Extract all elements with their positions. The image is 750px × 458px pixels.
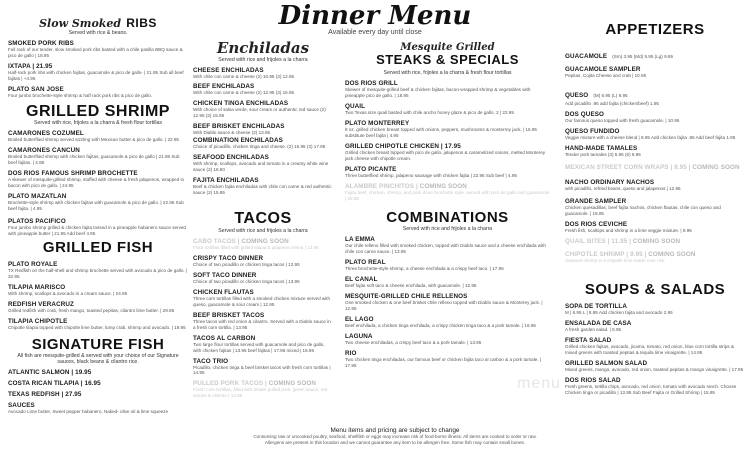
menu-item: QUESO (M) 6.95 (L) 8.95 Add picadillo .95 add fajita (chicken/beef) 1.95 <box>565 92 659 107</box>
menu-item: PLATO MONTERREY 8 oz. grilled chicken breast topped with onions, peppers, mushrooms & monterrey jack. | 16.95 substitute beef fajita | 4.95 <box>345 120 537 139</box>
coming-soon-badge: COMING SOON <box>632 238 681 246</box>
menu-item: COSTA RICAN TILAPIA | 16.95 <box>8 380 101 387</box>
section-title: APPETIZERS <box>605 21 705 38</box>
menu-item: ENSALADA DE CASA A fresh garden salad. | 5.95 <box>565 319 632 332</box>
menu-item: CRISPY TACO DINNER Choice of two picadillo or chicken tinga tacos | 12.95 <box>193 254 300 267</box>
footer-notice: Menu items and pricing are subject to change <box>330 427 460 434</box>
menu-item: GRANDE SAMPLER Chicken quesadillas, beef fajita nachos, chicken flautas, chile con queso and guacamole. | 19.95 <box>565 198 721 217</box>
section-subtitle: Served with rice, frijoles a la charra & fresh flour tortillas <box>33 120 162 127</box>
menu-item: REDFISH VERACRUZ Grilled redfish with crab, fresh mango, toasted pepitas, cilantro lime butter. | 29.95 <box>8 300 175 313</box>
menu-item: COMBINATION ENCHILADAS Choice of picadillo, chicken tinga and cheese. (2) 15.95 (3) 17.95 <box>193 137 326 150</box>
menu-item: PLATOS PACIFICO Four jumbo shrimp grilled & chicken fajita tossed in a pineapple habanero sauce served with pineapple butter | 21.95 Add beef 4.95 <box>8 218 186 237</box>
menu-item-coming-soon: MEXICAN STREET CORN WRAPS | 9.95 | COMING SOON <box>565 164 740 172</box>
section-title-block: RIBS <box>126 16 157 30</box>
menu-item: GRILLED CHIPOTLE CHICKEN | 17.95 Grilled chicken breast topped with pico de gallo, jalapenos & caramelized onions, melted Monterey jack cheese with chipotle cream. <box>345 143 546 162</box>
menu-item: RIO Two chicken tinga enchiladas, our famous beef or chicken fajita taco al carbon & a pork tamale. | 17.95 <box>345 350 542 369</box>
menu-item: BEEF ENCHILADAS With chile con carne & cheese (2) 12.95 (3) 15.95 <box>193 83 295 96</box>
menu-item: TILAPIA MARISCO With shrimp, scallops & avocado in a cream sauce. | 24.95 <box>8 283 128 296</box>
section-subtitle: Served with rice and frijoles a la charra <box>218 227 308 234</box>
menu-item-coming-soon: QUAIL BITES | 11.95 | COMING SOON <box>565 238 681 246</box>
column-left <box>8 14 188 415</box>
menu-item: DOS QUESO Our famous queso topped with fresh guacamole. | 10.95 <box>565 111 680 124</box>
menu-item: BEEF BRISKET ENCHILADAS With Diablo sauce & cheese (2) 13.95 <box>193 123 285 136</box>
section-grilled-fish <box>8 240 188 330</box>
menu-item: SOPA DE TORTILLA M | 6.95 L | 8.95 Add chicken fajita and avocado 2.95 <box>565 302 673 315</box>
menu-subtitle: Available every day until close <box>328 29 422 36</box>
menu-item-coming-soon: PULLED PORK TACOS | COMING SOON Fresh corn tortillas, filled with tender pulled pork, green sauce, red onions & cilantro | 13.95 <box>193 380 328 399</box>
menu-item: PLATO REAL Three brochette-style shrimp, a cheese enchilada & a crispy beef taco. | 17.95 <box>345 259 504 272</box>
section-title: STEAKS & SPECIALS <box>376 52 519 67</box>
menu-title: Dinner Menu <box>278 1 472 31</box>
menu-item: HAND-MADE TAMALES Tender pork tamales (3) 5.95 (6) 8.95 <box>565 145 641 158</box>
section-title: TACOS <box>234 210 292 228</box>
section-steaks-specials <box>345 42 550 202</box>
menu-item: PLATO ROYALE TX Redfish on the half-shell and shrimp brochette served with avocado & pico de gallo. | 32.95 <box>8 260 188 279</box>
column-center-right <box>345 42 550 369</box>
coming-soon-badge: COMING SOON <box>241 237 289 245</box>
menu-item: SEAFOOD ENCHILADAS With shrimp, scallops, avocado and tomato in a creamy white wine sauce (2) 16.50 <box>193 154 329 173</box>
section-combinations <box>345 210 550 369</box>
menu-item: CHEESE ENCHILADAS With chile con carne & cheese (2) 10.95 (3) 12.95 <box>193 66 295 79</box>
menu-item: GRILLED SALMON SALAD Mixed greens, mango, avocado, red onion, toasted pepitas & mango vinaigrette. | 17.95 <box>565 359 744 372</box>
section-subtitle: Served with rice and frijoles a la charra <box>218 56 308 63</box>
menu-item: SOFT TACO DINNER Choice of two picadillo or chicken tinga tacos | 13.95 <box>193 271 300 284</box>
menu-item-coming-soon: ALAMBRE PINCHITOS | COMING SOON Fajita beef, chicken, shrimp, and pork done brochette style, served with pico de gallo and guacamole | 28.95 <box>345 183 550 202</box>
menu-item: DOS RIOS CEVICHE Fresh fish, scallops and shrimp in a lime veggie mixture. | 9.95 <box>565 221 692 234</box>
menu-item: PLATO MAZATLAN Brochette-style shrimp with chicken fajitas with guacamole & pico de gallo. | 22.95 Sub beef fajita. | 4.95 <box>8 193 184 212</box>
menu-item: LAGUNA Two cheese enchiladas, a crispy beef taco & a pork tamale. | 13.95 <box>345 333 482 346</box>
menu-item: TACOS AL CARBON Two large flour tortillas served with guacamole and pico de gallo, with chicken fajitas | 13.95 beef fajitas | 17.95 mixed | 15.95 <box>193 334 325 353</box>
section-appetizers <box>565 22 745 264</box>
menu-item: ATLANTIC SALMON | 19.95 <box>8 369 92 376</box>
footer-allergens: Allergens are present in this location and we cannot guarantee any item to be allergen free. Some fish may contain small bones. <box>264 439 526 445</box>
coming-soon-badge: COMING SOON <box>419 183 467 191</box>
section-ribs <box>8 14 188 99</box>
column-right <box>565 22 745 395</box>
menu-item: MESQUITE-GRILLED CHILE RELLENOS One smoked chicken & one beef brisket chile relleno topped with Diablo sauce & Monterey jack. | 12.95 <box>345 293 543 312</box>
section-title <box>8 14 188 30</box>
menu-item: FIESTA SALAD Grilled chicken fajitas, avocado, jicama, tomato, red onion, blue corn tortilla strips & mixed greens with toasted pepitas & tequila lime vinaigrette. | 14.95 <box>565 336 735 355</box>
menu-item: FAJITA ENCHILADAS Beef & chicken fajita enchiladas with chile con carne & red authentic sauce (2) 15.95 <box>193 177 332 196</box>
section-title: SOUPS & SALADS <box>584 281 726 299</box>
menu-item: DOS RIOS GRILL Skewer of mesquite-grilled beef & chicken fajitas, bacon-wrapped shrimp & vegetables with pineapple pico de gallo. | 18.95 <box>345 80 531 99</box>
section-grilled-shrimp <box>8 103 188 237</box>
section-signature-fish <box>8 337 188 415</box>
section-title: GRILLED SHRIMP <box>26 102 170 120</box>
menu-item: EL CANAL Beef fajita soft taco & cheese enchilada, with guacamole. | 12.95 <box>345 276 477 289</box>
menu-item: EL LAGO Beef enchilada, a chicken tinga enchilada, a crispy chicken tinga taco & a pork tamale. | 16.95 <box>345 316 536 329</box>
menu-item: CHICKEN FLAUTAS Three corn tortillas filled with a smoked chicken mixture served with queso, guacamole & sour cream | 12.95 <box>193 288 331 307</box>
coming-soon-badge: COMING SOON <box>268 380 316 388</box>
section-title-script: Slow Smoked <box>39 17 122 30</box>
menu-item: PLATO PICANTE Three butterflied shrimp, jalapeno sausage with chicken fajita | 22.95 Sub beef | 4.95 <box>345 166 517 179</box>
menu-item: CHICKEN TINGA ENCHILADAS With choice of salsa verde, sour cream or authentic red sauce (2) 12.95 (3) 15.95 <box>193 100 326 119</box>
menu-item: BEEF BRISKET TACOS Three tacos with red onion & cilantro. Served with a Diablo sauce in a fresh corn tortilla. | 13.95 <box>193 311 331 330</box>
menu-item: CAMARONES CANCUN Broiled butterflied shrimp with chicken fajitas, guacamole & pico de gallo | 21.95 Sub beef fajitas. | 4.95 <box>8 147 180 166</box>
menu-item: GUACAMOLE (Sm) 3.95 (Md) 5.95 (Lg) 9.95 <box>565 52 674 60</box>
section-title-script: Mesquite Grilled <box>400 42 495 53</box>
menu-item: PLATO SAN JOSE Four jumbo brochette-style shrimp & half rack pork ribs & pico de gallo. <box>8 85 153 98</box>
menu-item: DOS RIOS SALAD Fresh greens, tortilla chips, avocado, red onion, tomato with avocado ranch. Choose Chicken tinga or picadillo | 13.95 Sub Beef Fajita or Grilled Shrimp | 15.95 <box>565 376 737 395</box>
menu-item: SMOKED PORK RIBS Full rack of our tender, slow smoked pork ribs basted with a chile pasilla BBQ sauce & pico de gallo | 18.95 <box>8 40 183 58</box>
footer-food-safety: Consuming raw or uncooked poultry, seafood, shellfish or eggs may increase risk of food-borne illness. All items are cooked to order or raw. <box>253 434 537 439</box>
section-title: COMBINATIONS <box>386 208 509 226</box>
section-subtitle: Served with rice & beans. <box>68 30 128 36</box>
column-center-left <box>193 40 333 399</box>
menu-item: QUESO FUNDIDO Veggie mixture with a cheese blend | 8.95 Add chicken fajita .95 Add beef fajita 1.95 <box>565 128 736 141</box>
section-tacos <box>193 210 333 399</box>
sauces: SAUCES Avocado Lime butter, Sweet pepper habanero, Naked- olive oil & lime squeeze <box>8 402 169 414</box>
section-title: Enchiladas <box>216 39 310 57</box>
menu-item: LA EMMA Our chile relleno filled with smoked chicken, topped with Diablo sauce and a cheese enchilada with chile con carne sauce. | 13.95 <box>345 236 546 255</box>
coming-soon-badge: COMING SOON <box>648 251 696 259</box>
menu-item: NACHO ORDINARY NACHOS with picadillo, refried beans, queso and jalapenos | 12.95 <box>565 179 681 192</box>
section-subtitle: Served with rice, frijoles a la charra & fresh flour tortillas <box>383 70 512 77</box>
menu-item-coming-soon: CABO TACOS | COMING SOON Flour tortillas filled with grilled tilapia & jalapeno crema | 13.95 <box>193 237 319 250</box>
menu-header <box>260 3 490 36</box>
watermark: menu <box>517 375 562 392</box>
menu-item: GUACAMOLE SAMPLER Pepitas, Cojita Cheese and crab | 10.95 <box>565 65 647 78</box>
section-subtitle: Served with rice and frijoles a la charra <box>402 226 493 233</box>
menu-item: TACO TRIO Picadillo, chicken tinga & beef brisket tacos with fresh corn tortillas | 14.95 <box>193 357 331 376</box>
section-soups-salads <box>565 282 745 395</box>
section-subtitle: All fish are mesquite-grilled & served with your choice of our Signature sauces, black beans & cilantro rice. <box>17 353 179 365</box>
menu-item: QUAIL Two Texas size quail basted with chile ancho honey glaze & pico de gallo. 2 | 22.95 <box>345 103 514 116</box>
menu-item: TEXAS REDFISH | 27.95 <box>8 391 82 398</box>
menu-item: CAMARONES COZUMEL Broiled butterflied shrimp served sizzling with Mexican butter & pico de gallo. | 22.95 <box>8 130 179 143</box>
menu-item: DOS RIOS FAMOUS SHRIMP BROCHETTE A skewer of mesquite-grilled shrimp, stuffed with cheese & fresh jalapenos, wrapped in bacon with pico de gallo. | 24.95 <box>8 170 185 189</box>
menu-item: TILAPIA CHIPOTLE Chipotle tilapia topped with chipotle lime butter, lump crab, shrimp and avocado. | 19.95 <box>8 317 186 330</box>
menu-item: IXTAPA | 21.95 Half-rack pork ribs with chicken fajitas, guacamole & pico de gallo- | 21.95 Sub all beef fajitas | +4.95 <box>8 62 184 81</box>
menu-item-coming-soon: CHIPOTLE SHRIMP | 9.95 | COMING SOON Sauteed shrimp in a chipotle lime butter over rice <box>565 251 696 264</box>
section-enchiladas <box>193 40 333 196</box>
section-title: SIGNATURE FISH <box>31 335 165 353</box>
coming-soon-badge: COMING SOON <box>692 164 740 172</box>
section-title: GRILLED FISH <box>42 239 154 257</box>
menu-footer <box>230 427 560 446</box>
